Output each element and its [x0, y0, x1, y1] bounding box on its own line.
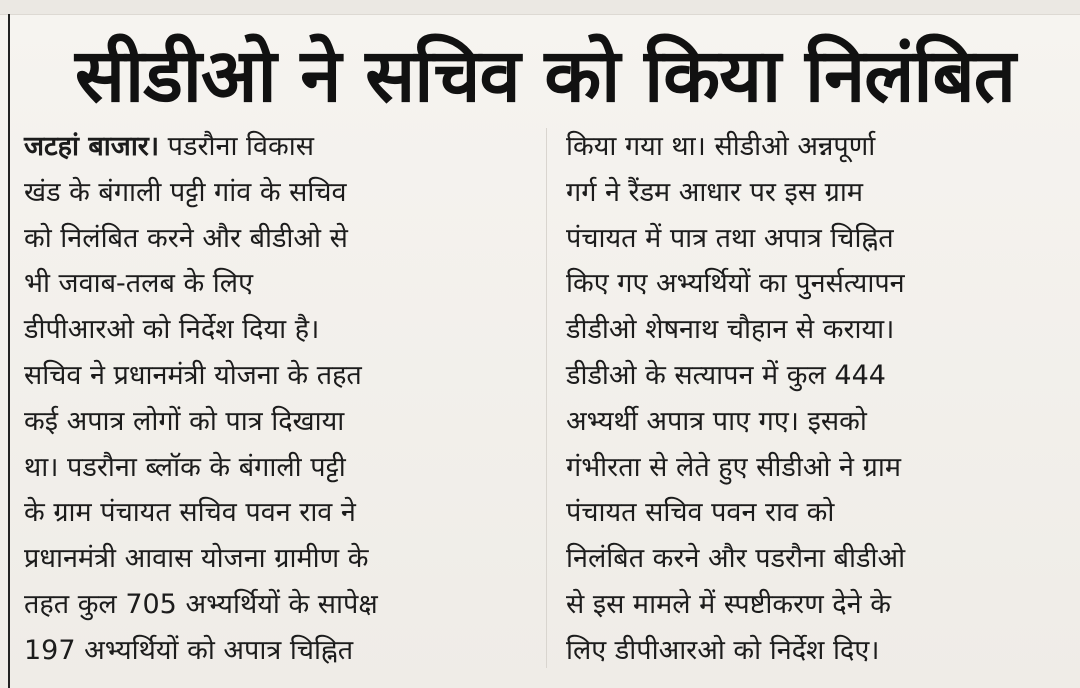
article-line: 197 अभ्यर्थियों को अपात्र चिह्नित [24, 634, 354, 666]
article-line: को निलंबित करने और बीडीओ से [24, 222, 348, 254]
article-line: था। पडरौना ब्लॉक के बंगाली पट्टी [24, 451, 346, 483]
article-line: गर्ग ने रैंडम आधार पर इस ग्राम [566, 176, 864, 208]
article-line: तहत कुल 705 अभ्यर्थियों के सापेक्ष [24, 588, 378, 620]
article-line: के ग्राम पंचायत सचिव पवन राव ने [24, 497, 356, 529]
article-line: डीडीओ शेषनाथ चौहान से कराया। [566, 314, 895, 346]
article-line [24, 124, 534, 170]
article-line-text: पडरौना विकास [159, 131, 315, 162]
article-line: प्रधानमंत्री आवास योजना ग्रामीण के [24, 543, 369, 575]
article-line: गंभीरता से लेते हुए सीडीओ ने ग्राम [566, 451, 901, 483]
article-line: पंचायत सचिव पवन राव को [566, 497, 835, 529]
dateline: जटहां बाजार। [24, 131, 160, 162]
article-line: लिए डीपीआरओ को निर्देश दिए। [566, 634, 880, 666]
article-line: से इस मामले में स्पष्टीकरण देने के [566, 588, 891, 620]
article-line: भी जवाब-तलब के लिए [24, 268, 253, 300]
article-line: डीपीआरओ को निर्देश दिया है। [24, 314, 320, 346]
article-line: किए गए अभ्यर्थियों का पुनर्सत्यापन [566, 268, 905, 300]
article-line: सचिव ने प्रधानमंत्री योजना के तहत [24, 359, 362, 391]
left-column-rule [8, 14, 10, 688]
headline: सीडीओ ने सचिव को किया निलंबित [75, 33, 1015, 119]
article-line: कई अपात्र लोगों को पात्र दिखाया [24, 405, 345, 437]
article-column-right [566, 124, 1066, 674]
article-line: डीडीओ के सत्यापन में कुल 444 [566, 359, 886, 391]
column-gutter [546, 128, 547, 668]
article-line: पंचायत में पात्र तथा अपात्र चिह्नित [566, 222, 894, 254]
article-line: खंड के बंगाली पट्टी गांव के सचिव [24, 176, 347, 208]
article-line: निलंबित करने और पडरौना बीडीओ [566, 543, 906, 575]
article-line: अभ्यर्थी अपात्र पाए गए। इसको [566, 405, 867, 437]
previous-article-strip [0, 0, 1080, 15]
article-column-left [24, 124, 534, 674]
article-line: किया गया था। सीडीओ अन्नपूर्णा [566, 131, 876, 162]
